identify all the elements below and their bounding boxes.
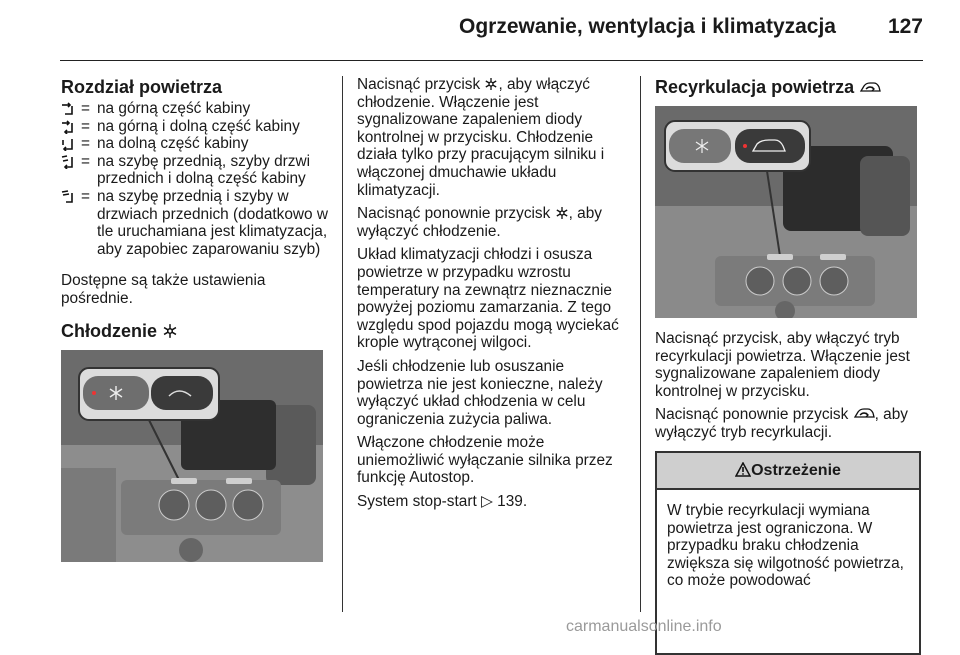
list-item-text: na górną i dolną część kabiny	[97, 117, 300, 135]
vent-windscreen-icon	[61, 190, 75, 204]
paragraph: Nacisnąć przycisk , aby włączyć chłodzenie. Włączenie jest sygnalizowane zapaleniem diody kontrolnej w przycisku. Chłodzenie działa tylko przy pracującym silniku i włączonej dmuchawie układu klimatyzacji.	[357, 76, 605, 199]
section-heading-air-distribution: Rozdział powietrza	[61, 77, 223, 97]
paragraph: Nacisnąć ponownie przycisk , aby wyłączyć tryb recyrkulacji.	[655, 406, 908, 441]
paragraph: System stop-start ▷ 139.	[357, 493, 528, 511]
paragraph: Jeśli chłodzenie lub osuszanie powietrza nie jest konieczne, należy wyłączyć układ chłodzenia w celu ograniczenia zużycia paliwa.	[357, 357, 603, 428]
column-1	[61, 76, 329, 562]
vent-windscreen-lower-icon	[61, 155, 75, 169]
list-item: = na szybę przednią i szyby w drzwiach przednich (dodatkowo w tle uruchamiana jest klimatyzacja, aby zapobiec zaparowaniu szyb)	[61, 188, 329, 258]
list-item: = na górną część kabiny	[61, 100, 329, 118]
paragraph: Włączone chłodzenie może uniemożliwić wyłączanie silnika przez funkcję Autostop.	[357, 434, 613, 487]
list-item-text: na szybę przednią, szyby drzwi przednich i dolną część kabiny	[97, 152, 310, 188]
warning-text: W trybie recyrkulacji wymiana powietrza jest ograniczona. W przypadku braku chłodzenia zwiększa się wilgotność powietrza, co może powodować	[667, 502, 904, 590]
header-divider	[60, 60, 923, 61]
recirculation-icon	[859, 81, 881, 95]
page-header-title: Ogrzewanie, wentylacja i klimatyzacja	[458, 15, 836, 38]
list-item: = na szybę przednią, szyby drzwi przednich i dolną część kabiny	[61, 153, 329, 188]
vent-upper-icon	[61, 102, 75, 116]
section-heading-recirculation: Recyrkulacja powietrza	[655, 76, 923, 98]
column-3	[655, 76, 923, 448]
paragraph: Nacisnąć ponownie przycisk , aby wyłączyć chłodzenie.	[357, 205, 602, 240]
recirculation-icon	[853, 407, 875, 421]
cooling-button-photo	[61, 350, 323, 562]
snowflake-icon	[555, 206, 569, 220]
list-item-text: na dolną część kabiny	[97, 135, 249, 153]
paragraph: Nacisnąć przycisk, aby włączyć tryb recyrkulacji powietrza. Włączenie jest sygnalizowane zapaleniem diody kontrolnej w przycisku.	[655, 330, 910, 400]
list-item-text: na szybę przednią i szyby w drzwiach przednich (dodatkowo w tle uruchamiana jest klimatyzacja, aby zapobiec zaparowaniu szyb)	[97, 187, 328, 258]
column-divider	[342, 76, 343, 612]
warning-title: Ostrzeżenie	[751, 462, 841, 479]
vent-lower-icon	[61, 137, 75, 151]
column-divider	[640, 76, 641, 612]
section-heading-cooling: Chłodzenie	[61, 320, 329, 342]
recirculation-button-photo	[655, 106, 917, 318]
warning-triangle-icon	[735, 462, 751, 477]
watermark: carmanualsonline.info	[566, 618, 722, 635]
list-item: = na dolną część kabiny	[61, 135, 329, 153]
list-item: = na górną i dolną część kabiny	[61, 118, 329, 136]
column-2	[357, 76, 625, 517]
paragraph: Dostępne są także ustawienia pośrednie.	[61, 272, 266, 307]
snowflake-icon	[162, 323, 178, 339]
page-reference[interactable]: 139.	[497, 493, 528, 511]
snowflake-icon	[484, 77, 498, 91]
paragraph: Układ klimatyzacji chłodzi i osusza powietrze w przypadku wzrostu temperatury na zewnątrz nieznacznie powyżej poziomu zamarzania. Z tego względu spod pojazdu mogą wyciekać krople wytrąconej wilgoci.	[357, 246, 619, 352]
list-item-text: na górną część kabiny	[97, 100, 251, 117]
vent-upper-lower-icon	[61, 120, 75, 134]
page-number: 127	[887, 15, 923, 38]
page-ref-arrow-icon: ▷	[481, 493, 493, 511]
warning-header	[657, 453, 919, 490]
